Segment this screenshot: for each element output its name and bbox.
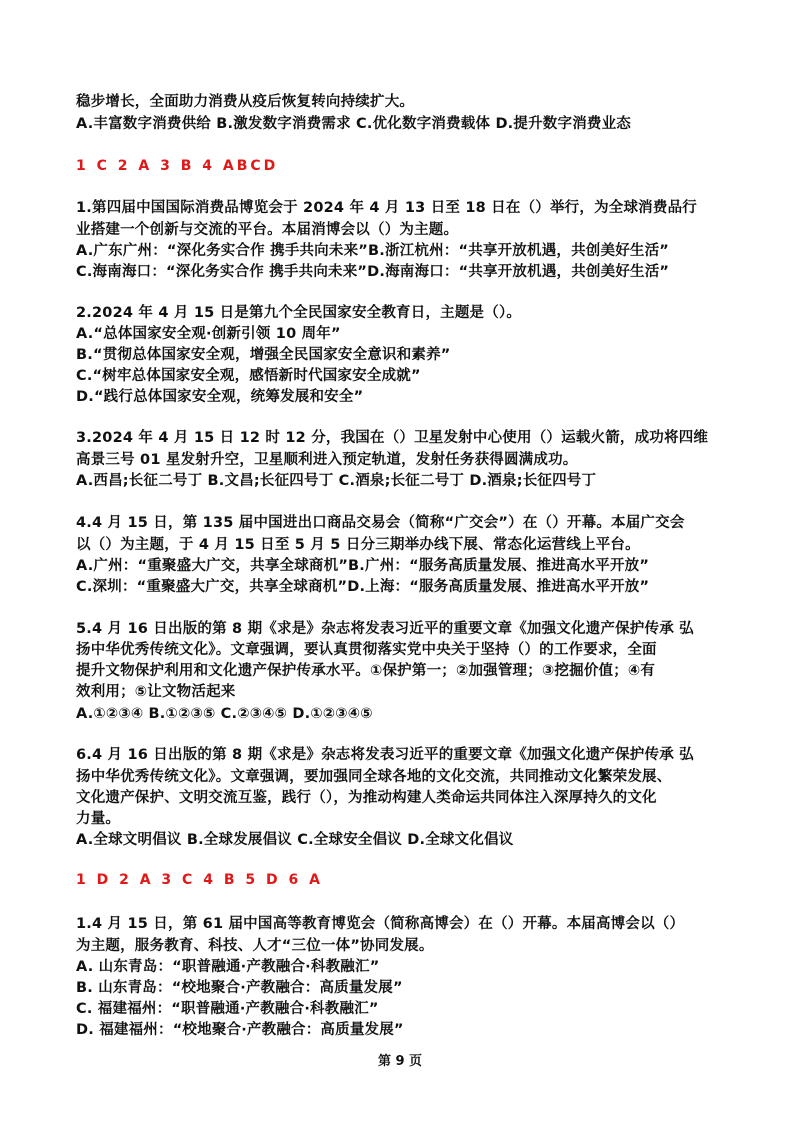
question-5-line-3: 提升文物保护利用和文化遗产保护传承水平。①保护第一；②加强管理；③挖掘价值；④有 [76, 663, 656, 679]
question-2-option-d: D.“践行总体国家安全观，统筹发展和安全” [76, 389, 364, 405]
question-1-option-ab: A.广东广州：“深化务实合作 携手共向未来”B.浙江杭州：“共享开放机遇，共创美好生活” [76, 243, 670, 259]
question-1-line-1: 1.第四届中国国际消费品博览会于 2024 年 4 月 13 日至 18 日在（）举行，为全球消费品行 [76, 200, 697, 216]
question-4-option-ab: A.广州：“重聚盛大广交，共享全球商机”B.广州：“服务高质量发展、推进高水平开放” [76, 558, 650, 574]
question-1-line-2: 业搭建一个创新与交流的平台。本届消博会以（）为主题。 [76, 222, 459, 238]
question-7-option-d: D. 福建福州：“校地聚合·产教融合：高质量发展” [76, 1022, 404, 1038]
question-7-line-1: 1.4 月 15 日，第 61 届中国高等教育博览会（简称高博会）在（）开幕。本届高博会以（） [76, 916, 685, 932]
question-6-line-2: 扬中华优秀传统文化》。文章强调，要加强同全球各地的文化交流，共同推动文化繁荣发展、 [76, 769, 672, 785]
answer-key-1: 1 C 2 A 3 B 4 ABCD [76, 158, 279, 174]
question-2-line-1: 2.2024 年 4 月 15 日是第九个全民国家安全教育日，主题是（）。 [76, 305, 522, 321]
question-5-options: A.①②③④ B.①②③⑤ C.②③④⑤ D.①②③④⑤ [76, 706, 373, 722]
question-5-line-2: 扬中华优秀传统文化》。文章强调，要认真贯彻落实党中央关于坚持（）的工作要求，全面 [76, 642, 657, 658]
question-5-line-1: 5.4 月 16 日出版的第 8 期《求是》杂志将发表习近平的重要文章《加强文化遗产保护传承 弘 [76, 621, 694, 637]
question-7-option-c: C. 福建福州：“职普融通·产教融合·科教融汇” [76, 1001, 379, 1017]
question-4-line-1: 4.4 月 15 日，第 135 届中国进出口商品交易会（简称“广交会”）在（）开幕。本届广交会 [76, 515, 685, 531]
question-4-option-cd: C.深圳：“重聚盛大广交，共享全球商机”D.上海：“服务高质量发展、推进高水平开放” [76, 579, 650, 595]
question-7-option-a: A. 山东青岛：“职普融通·产教融合·科教融汇” [76, 959, 380, 975]
question-2-option-b: B.“贯彻总体国家安全观，增强全民国家安全意识和素养” [76, 347, 451, 363]
page-number: 第 9 页 [377, 1054, 423, 1069]
question-2-option-c: C.“树牢总体国家安全观，感悟新时代国家安全成就” [76, 368, 421, 384]
question-5-line-4: 效利用；⑤让文物活起来 [76, 684, 236, 700]
question-7-line-2: 为主题，服务教育、科技、人才“三位一体”协同发展。 [76, 938, 434, 954]
question-6-line-1: 6.4 月 16 日出版的第 8 期《求是》杂志将发表习近平的重要文章《加强文化遗产保护传承 弘 [76, 747, 694, 763]
intro-text: 稳步增长，全面助力消费从疫后恢复转向持续扩大。 [76, 94, 415, 110]
answer-key-2: 1 D 2 A 3 C 4 B 5 D 6 A [76, 872, 323, 888]
question-3-line-1: 3.2024 年 4 月 15 日 12 时 12 分，我国在（）卫星发射中心使用（）运载火箭，成功将四维 [76, 430, 709, 446]
question-6-line-3: 文化遗产保护、文明交流互鉴，践行（），为推动构建人类命运共同体注入深厚持久的文化 [76, 790, 657, 806]
question-2-option-a: A.“总体国家安全观·创新引领 10 周年” [76, 326, 341, 342]
question-6-line-4: 力量。 [76, 811, 121, 827]
question-6-options: A.全球文明倡议 B.全球发展倡议 C.全球安全倡议 D.全球文化倡议 [76, 832, 514, 848]
question-1-option-cd: C.海南海口：“深化务实合作 携手共向未来”D.海南海口：“共享开放机遇，共创美好生活” [76, 264, 670, 280]
question-3-options: A.西昌;长征二号丁 B.文昌;长征四号丁 C.酒泉;长征二号丁 D.酒泉;长征四号丁 [76, 473, 597, 489]
intro-options: A.丰富数字消费供给 B.激发数字消费需求 C.优化数字消费载体 D.提升数字消费业态 [76, 116, 631, 132]
question-3-line-2: 高景三号 01 星发射升空，卫星顺利进入预定轨道，发射任务获得圆满成功。 [76, 452, 578, 468]
question-7-option-b: B. 山东青岛：“校地聚合·产教融合：高质量发展” [76, 980, 403, 996]
question-4-line-2: 以（）为主题，于 4 月 15 日至 5 月 5 日分三期举办线下展、常态化运营线上平台。 [76, 537, 640, 553]
